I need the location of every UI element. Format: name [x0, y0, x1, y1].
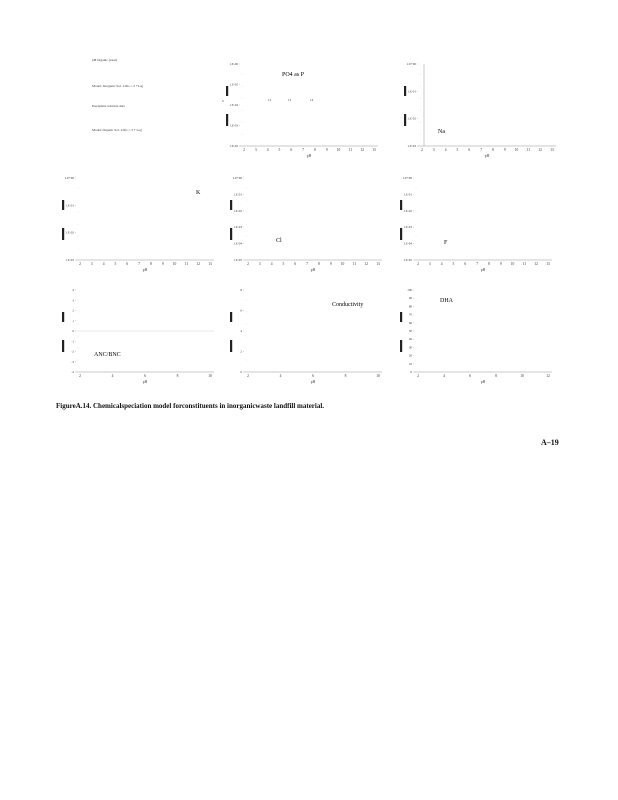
chart-title: PO4 as P	[282, 72, 305, 78]
x-tick-label: 9	[503, 148, 506, 152]
x-tick-label: 2	[421, 148, 423, 152]
x-tick-label: 12	[196, 262, 200, 266]
marker-dot	[78, 312, 79, 313]
y-tick-label: 50	[408, 329, 412, 333]
page-number: A–19	[541, 438, 559, 447]
x-tick-label: 8	[150, 262, 152, 266]
y-axis-label-mark	[230, 340, 232, 352]
x-tick-label: 8	[495, 374, 497, 378]
marker-dot	[78, 324, 79, 325]
x-tick-label: 10	[340, 262, 345, 266]
marker-dot	[416, 324, 417, 325]
x-tick-label: 9	[499, 262, 502, 266]
x-axis-label: pH	[142, 268, 148, 272]
x-tick-label: 6	[144, 374, 146, 378]
y-tick-label: 1.E-01	[233, 192, 242, 197]
y-tick-label: 1.E+00	[406, 62, 416, 66]
x-tick-label: 5	[278, 148, 281, 152]
y-axis-label-mark	[400, 340, 402, 352]
marker-dot	[78, 200, 79, 201]
chart-panel-k	[58, 172, 218, 282]
x-tick-label: 11	[184, 262, 189, 266]
marker-dot	[78, 212, 79, 213]
y-tick-label: 1.E-02	[233, 208, 242, 213]
chart-svg	[226, 172, 386, 282]
y-tick-label: 10	[408, 361, 412, 366]
y-tick-label: 1.E+00	[64, 176, 74, 180]
y-axis-label-mark	[62, 340, 64, 352]
x-tick-label: 3	[254, 148, 257, 152]
y-tick-label: 1.E+00	[232, 176, 242, 180]
y-tick-label: 70	[408, 312, 412, 317]
x-tick-label: 9	[161, 262, 164, 266]
x-axis-label: pH	[480, 268, 486, 272]
x-tick-label: 7	[306, 262, 308, 266]
x-tick-label: 4	[279, 374, 282, 378]
y-axis-label-mark	[62, 312, 64, 322]
chart-title: F	[444, 240, 448, 246]
marker-dot	[242, 134, 243, 135]
annotation-label: 0	[222, 99, 224, 103]
y-tick-label: 1.E-02	[403, 208, 412, 213]
chart-title: Conductivity	[332, 302, 364, 308]
x-tick-label: 6	[312, 374, 314, 378]
chart-title: Na	[438, 129, 445, 135]
x-tick-label: 10	[376, 374, 380, 378]
chart-svg	[58, 172, 218, 282]
x-tick-label: 4	[444, 148, 447, 152]
y-axis-label-mark	[230, 228, 232, 240]
x-tick-label: 12	[538, 148, 542, 152]
y-axis-label-mark	[230, 312, 232, 322]
x-tick-label: 12	[360, 148, 364, 152]
marker-dot	[416, 224, 417, 225]
x-tick-label: 13	[550, 148, 554, 152]
y-tick-label: 0	[72, 329, 74, 333]
x-tick-label: 9	[329, 262, 332, 266]
y-tick-label: 0	[240, 370, 242, 374]
y-axis-label-mark	[400, 200, 402, 210]
y-tick-label: 1.E-02	[65, 230, 74, 235]
marker-dot	[242, 122, 243, 123]
legend-item: Precipitate solution data	[92, 104, 125, 108]
x-tick-label: 10	[172, 262, 177, 266]
x-tick-label: 2	[79, 374, 81, 378]
y-tick-label: 2	[72, 308, 74, 313]
chart-svg	[396, 284, 556, 394]
marker-dot	[246, 200, 247, 201]
marker-dot	[420, 122, 421, 123]
y-tick-label: 1.E-03	[65, 258, 74, 262]
marker-dot	[246, 348, 247, 349]
x-tick-label: 6	[294, 262, 297, 266]
y-axis-label-mark	[400, 312, 402, 322]
x-tick-label: 8	[318, 262, 320, 266]
marker-dot	[246, 312, 247, 313]
x-tick-label: 4	[266, 148, 269, 152]
chart-svg	[400, 58, 560, 168]
x-tick-label: 5	[282, 262, 285, 266]
legend-item: Model: Inorganic Sol. LOG = 2 +Log	[92, 84, 144, 88]
x-tick-label: 4	[440, 262, 443, 266]
x-tick-label: 11	[526, 148, 531, 152]
x-tick-label: 5	[114, 262, 117, 266]
x-tick-label: 12	[546, 374, 550, 378]
x-tick-label: 2	[417, 262, 419, 266]
y-axis-label-mark	[226, 114, 228, 126]
x-tick-label: 7	[480, 148, 482, 152]
marker-dot	[246, 336, 247, 337]
y-tick-label: 1.E-03	[229, 123, 238, 128]
y-tick-label: 1.E-04	[403, 241, 412, 246]
marker-dot	[416, 336, 417, 337]
x-tick-label: 2	[243, 148, 245, 152]
chart-panel-conductivity	[226, 284, 386, 394]
y-tick-label: -2	[71, 349, 74, 354]
y-tick-label: 2	[240, 349, 242, 354]
marker-dot	[416, 300, 417, 301]
y-tick-label: 1.E-04	[233, 241, 242, 246]
marker-dot	[242, 74, 243, 75]
marker-dot	[420, 98, 421, 99]
y-axis-label-mark	[404, 86, 406, 96]
annotation-label: 13	[288, 98, 292, 102]
chart-panel-dha	[396, 284, 556, 394]
x-tick-label: 4	[111, 374, 114, 378]
x-tick-label: 2	[417, 374, 419, 378]
marker-dot	[242, 110, 243, 111]
y-tick-label: 1.E+00	[402, 176, 412, 180]
y-tick-label: 1.E-02	[229, 144, 238, 148]
marker-dot	[420, 134, 421, 135]
chart-title: Cl	[276, 238, 282, 244]
y-tick-label: 4	[72, 288, 74, 292]
y-axis-label-mark	[62, 200, 64, 210]
legend-item: pH Organic (total)	[92, 58, 117, 62]
x-tick-label: 10	[514, 148, 519, 152]
y-axis-label-mark	[230, 200, 232, 210]
x-tick-label: 4	[102, 262, 105, 266]
x-tick-label: 6	[469, 374, 471, 378]
x-tick-label: 13	[376, 262, 380, 266]
y-tick-label: 1.E-05	[233, 258, 242, 262]
chart-title: ANC/BNC	[94, 352, 121, 358]
chart-panel-f	[396, 172, 556, 282]
x-tick-label: 13	[546, 262, 550, 266]
x-tick-label: 5	[456, 148, 459, 152]
x-tick-label: 7	[302, 148, 304, 152]
y-tick-label: 1.E-01	[65, 203, 74, 208]
marker-dot	[246, 360, 247, 361]
marker-dot	[78, 188, 79, 189]
y-axis-label-mark	[226, 86, 228, 96]
chart-panel-na	[400, 58, 560, 168]
y-tick-label: 1.E-03	[233, 225, 242, 230]
chart-svg	[58, 284, 218, 394]
marker-dot	[78, 248, 79, 249]
marker-dot	[246, 188, 247, 189]
marker-dot	[246, 324, 247, 325]
x-tick-label: 10	[510, 262, 515, 266]
marker-dot	[78, 348, 79, 349]
x-tick-label: 13	[372, 148, 376, 152]
marker-dot	[420, 86, 421, 87]
chart-svg	[222, 58, 382, 168]
marker-dot	[420, 110, 421, 111]
x-tick-label: 11	[522, 262, 527, 266]
x-tick-label: 10	[336, 148, 341, 152]
x-tick-label: 2	[247, 374, 249, 378]
x-tick-label: 5	[452, 262, 455, 266]
y-tick-label: 6	[240, 308, 242, 313]
x-tick-label: 6	[468, 148, 471, 152]
y-tick-label: 3	[72, 298, 74, 303]
marker-dot	[246, 212, 247, 213]
x-tick-label: 11	[352, 262, 357, 266]
x-tick-label: 6	[464, 262, 467, 266]
y-tick-label: 1.E-01	[403, 192, 412, 197]
y-tick-label: 30	[408, 345, 412, 350]
x-tick-label: 8	[492, 148, 494, 152]
x-tick-label: 13	[208, 262, 212, 266]
x-tick-label: 12	[364, 262, 368, 266]
marker-dot	[246, 224, 247, 225]
chart-panel-anc-bnc	[58, 284, 218, 394]
x-tick-label: 6	[126, 262, 129, 266]
x-tick-label: 7	[476, 262, 478, 266]
x-tick-label: 8	[176, 374, 179, 378]
y-tick-label: 40	[408, 337, 412, 342]
x-tick-label: 11	[348, 148, 353, 152]
y-axis-label-mark	[400, 228, 402, 240]
x-axis-label: pH	[484, 154, 490, 158]
x-tick-label: 8	[488, 262, 490, 266]
chart-svg	[396, 172, 556, 282]
marker-dot	[416, 188, 417, 189]
marker-dot	[420, 74, 421, 75]
y-tick-label: 1	[72, 318, 74, 323]
marker-dot	[246, 248, 247, 249]
marker-dot	[416, 248, 417, 249]
x-tick-label: 2	[247, 262, 249, 266]
y-tick-label: 1.E-05	[403, 258, 412, 262]
y-tick-label: 60	[408, 320, 412, 325]
x-tick-label: 3	[90, 262, 93, 266]
x-tick-label: 7	[138, 262, 140, 266]
y-tick-label: 1.E-02	[407, 116, 416, 121]
x-tick-label: 8	[344, 374, 347, 378]
marker-dot	[416, 348, 417, 349]
marker-dot	[78, 336, 79, 337]
marker-dot	[78, 236, 79, 237]
y-tick-label: 0	[410, 370, 412, 374]
figure-caption: FigureA.14. Chemicalspeciation model forconstituents in inorganicwaste landfill material.	[56, 402, 325, 410]
chart-title: K	[196, 190, 201, 196]
marker-dot	[246, 300, 247, 301]
marker-dot	[416, 212, 417, 213]
marker-dot	[416, 360, 417, 361]
marker-dot	[242, 86, 243, 87]
x-tick-label: 3	[428, 262, 431, 266]
y-tick-label: 8	[240, 288, 242, 292]
y-tick-label: 80	[408, 304, 412, 309]
chart-title: DHA	[440, 298, 453, 304]
marker-dot	[416, 200, 417, 201]
marker-dot	[242, 98, 243, 99]
y-tick-label: 1.E-03	[403, 225, 412, 230]
y-axis-label-mark	[404, 114, 406, 126]
x-tick-label: 4	[270, 262, 273, 266]
marker-dot	[78, 300, 79, 301]
marker-dot	[78, 224, 79, 225]
x-axis-label: pH	[310, 380, 316, 384]
y-tick-label: 90	[408, 296, 412, 301]
y-tick-label: 1.E-06	[229, 62, 238, 66]
x-tick-label: 4	[443, 374, 445, 378]
y-tick-label: -3	[71, 359, 74, 364]
y-tick-label: 1.E-04	[229, 103, 238, 107]
x-axis-label: pH	[142, 380, 148, 384]
x-tick-label: 6	[290, 148, 293, 152]
marker-dot	[78, 360, 79, 361]
x-tick-label: 10	[208, 374, 212, 378]
chart-svg	[226, 284, 386, 394]
x-tick-label: 3	[432, 148, 435, 152]
legend-item: Model: Organic Sol. LOG = 3 + Log	[92, 128, 142, 132]
y-tick-label: 1.E-05	[229, 82, 238, 87]
y-tick-label: 100	[407, 288, 412, 292]
y-tick-label: 20	[408, 353, 412, 358]
y-tick-label: 1.E-01	[407, 89, 416, 94]
x-tick-label: 9	[325, 148, 328, 152]
chart-panel-po4	[222, 58, 382, 168]
marker-dot	[246, 236, 247, 237]
x-axis-label: pH	[480, 380, 486, 384]
x-tick-label: 3	[258, 262, 261, 266]
chart-panel-cl	[226, 172, 386, 282]
y-tick-label: 1.E-03	[407, 144, 416, 148]
figure-legend	[92, 58, 212, 138]
x-tick-label: 12	[534, 262, 538, 266]
y-tick-label: -4	[71, 370, 74, 374]
y-tick-label: 4	[240, 329, 242, 333]
x-tick-label: 10	[520, 374, 524, 378]
x-axis-label: pH	[310, 268, 316, 272]
y-tick-label: -1	[71, 339, 74, 344]
y-axis-label-mark	[62, 228, 64, 240]
annotation-label: 14	[310, 98, 314, 102]
x-axis-label: pH	[306, 154, 312, 158]
x-tick-label: 2	[79, 262, 81, 266]
marker-dot	[416, 236, 417, 237]
x-tick-label: 8	[314, 148, 316, 152]
annotation-label: 12	[268, 98, 272, 102]
marker-dot	[416, 312, 417, 313]
